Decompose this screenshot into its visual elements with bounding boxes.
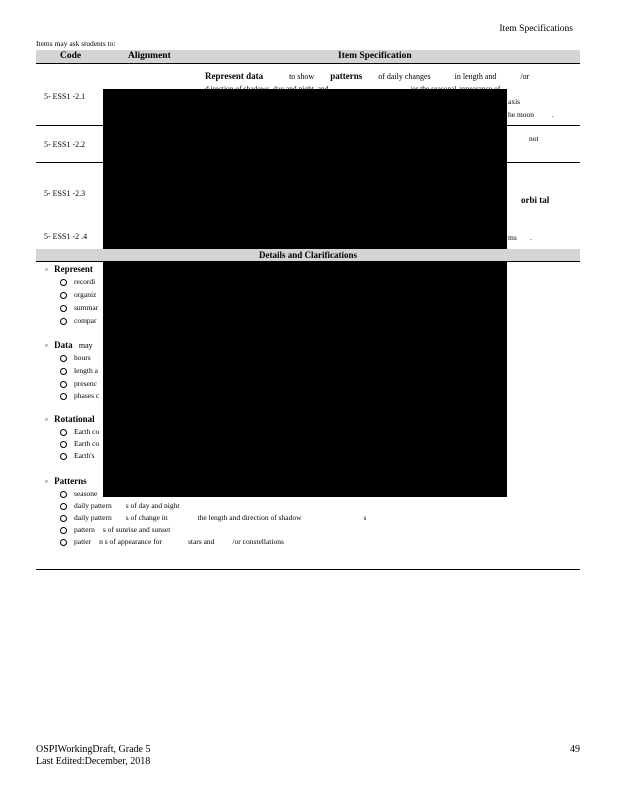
circle-bullet-icon xyxy=(60,429,67,436)
circle-bullet-icon xyxy=(60,453,67,460)
row1-spec-axis: axis xyxy=(508,97,521,106)
row1-code: 5- ESS1 -2.1 xyxy=(44,92,86,101)
list-item: length a xyxy=(60,366,98,375)
document-header-title: Item Specifications xyxy=(499,24,573,34)
row4-spec-dot: . xyxy=(530,233,532,242)
circle-bullet-icon xyxy=(60,368,67,375)
row1-spec-dot: . xyxy=(552,110,554,119)
row1-strong-patterns: patterns xyxy=(330,71,363,81)
circle-bullet-icon xyxy=(60,279,67,286)
square-bullet-icon: ▫ xyxy=(45,477,48,486)
row1-text-length: in length and xyxy=(454,72,497,81)
footer-left xyxy=(36,744,150,768)
circle-bullet-icon xyxy=(60,305,67,312)
circle-bullet-icon xyxy=(60,491,67,498)
list-item: daily pattern s of change in the length and direction of shadow s xyxy=(60,513,366,522)
circle-bullet-icon xyxy=(60,393,67,400)
row1-spec-moon: he moon xyxy=(508,110,535,119)
section-rotational-heading: ▫ Rotational xyxy=(45,414,95,424)
details-title: Details and Clarifications xyxy=(259,250,357,260)
list-item: phases c xyxy=(60,391,99,400)
list-item: hours xyxy=(60,353,91,362)
row1-text-toshow: to show xyxy=(289,72,315,81)
circle-bullet-icon xyxy=(60,441,67,448)
col-alignment-header: Alignment xyxy=(128,51,171,61)
details-header-bar xyxy=(36,249,580,261)
list-item: organiz xyxy=(60,290,96,299)
row4-spec-ms: ms xyxy=(508,233,517,242)
circle-bullet-icon xyxy=(60,381,67,388)
circle-bullet-icon xyxy=(60,503,67,510)
row2-spec-not: not xyxy=(529,134,539,143)
circle-bullet-icon xyxy=(60,355,67,362)
circle-bullet-icon xyxy=(60,539,67,546)
row4-code: 5- ESS1 -2 .4 xyxy=(44,232,88,241)
row2-code: 5- ESS1 -2.2 xyxy=(44,140,86,149)
list-item: pattern s of sunrise and sunset xyxy=(60,525,170,534)
row3-code: 5- ESS1 -2.3 xyxy=(44,189,86,198)
circle-bullet-icon xyxy=(60,527,67,534)
circle-bullet-icon xyxy=(60,515,67,522)
intro-text: Items may ask students to: xyxy=(36,39,116,48)
list-item: seasone xyxy=(60,489,97,498)
list-item: summar xyxy=(60,303,98,312)
section-data-heading: ▫ Data may xyxy=(45,340,93,350)
row1-spec-line1 xyxy=(205,71,529,81)
list-item: Earth's xyxy=(60,451,95,460)
section-represent-heading: ▫ Represent xyxy=(45,264,93,274)
col-code-header: Code xyxy=(60,51,82,61)
redaction-block-upper xyxy=(103,89,507,249)
row1-strong-represent: Represent data xyxy=(205,71,264,81)
col-spec-header: Item Specification xyxy=(338,51,412,61)
list-item: daily pattern s of day and night xyxy=(60,501,179,510)
circle-bullet-icon xyxy=(60,292,67,299)
list-item: compar xyxy=(60,316,97,325)
square-bullet-icon: ▫ xyxy=(45,341,48,350)
details-bottom-rule xyxy=(36,569,580,570)
section-patterns-heading: ▫ Patterns xyxy=(45,476,87,486)
circle-bullet-icon xyxy=(60,318,67,325)
list-item: Earth co xyxy=(60,427,99,436)
list-item: recordi xyxy=(60,277,95,286)
footer-edited-line: Last Edited:December, 2018 xyxy=(36,756,151,767)
list-item: presenc xyxy=(60,379,97,388)
list-item: Earth co xyxy=(60,439,99,448)
table-header-row xyxy=(36,50,580,64)
square-bullet-icon: ▫ xyxy=(45,265,48,274)
list-item: patter n s of appearance for stars and /or constellations xyxy=(60,537,284,546)
redaction-block-lower xyxy=(103,261,507,497)
row3-spec-orbital: orbi tal xyxy=(521,195,550,205)
row1-text-daily: of daily changes xyxy=(378,72,431,81)
row1-text-or: /or xyxy=(520,72,530,81)
square-bullet-icon: ▫ xyxy=(45,415,48,424)
footer-draft-line: OSPIWorkingDraft, Grade 5 xyxy=(36,744,151,755)
page-number: 49 xyxy=(570,744,580,755)
